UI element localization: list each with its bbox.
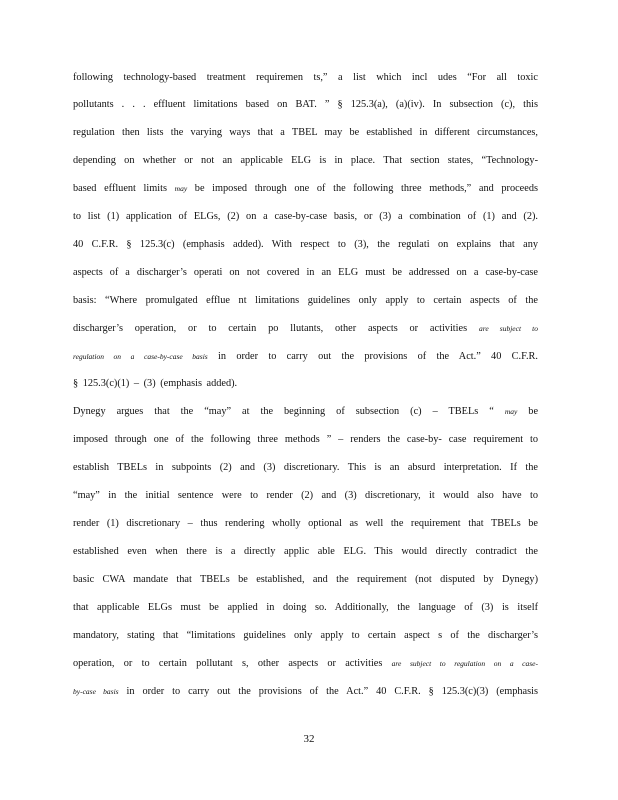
line-2: pollutants . . . effluent limitations based on BAT. ” § 125.3(a), (a)(iv). In subsection (c), this [73, 99, 538, 110]
line-7: 40 C.F.R. § 125.3(c) (emphasis added). With respect to (3), the regulati on explains that any [73, 239, 538, 250]
line-9: basis: “Where promulgated efflue nt limitations guidelines only apply to certain aspects of the [73, 295, 538, 306]
line-16: “may” in the initial sentence were to render (2) and (3) discretionary, it would also have to [73, 490, 538, 501]
line-22: operation, or to certain pollutant s, other aspects or activities are subject to regulation on a case- [73, 658, 538, 669]
line-10: discharger’s operation, or to certain po llutants, other aspects or activities are subject to [73, 323, 538, 334]
line-15: establish TBELs in subpoints (2) and (3) discretionary. This is an absurd interpretation. If the [73, 462, 538, 473]
line-4: depending on whether or not an applicable ELG is in place. That section states, “Technology- [73, 155, 538, 166]
line-18: established even when there is a directly applic able ELG. This would directly contradict the [73, 546, 538, 557]
line-13: Dynegy argues that the “may” at the beginning of subsection (c) – TBELs “ may be [73, 406, 539, 417]
line-8: aspects of a discharger’s operati on not covered in an ELG must be addressed on a case-by-case [73, 267, 538, 278]
line-23: by-case basis in order to carry out the provisions of the Act.” 40 C.F.R. § 125.3(c)(3) (emphasis [73, 686, 539, 697]
line-14: imposed through one of the following three methods ” – renders the case-by- case requirement to [73, 434, 538, 445]
line-1: following technology-based treatment requiremen ts,” a list which incl udes “For all toxic [73, 72, 538, 83]
line-20: that applicable ELGs must be applied in doing so. Additionally, the language of (3) is itself [73, 602, 538, 613]
line-12: § 125.3(c)(1) – (3) (emphasis added). [73, 378, 238, 389]
line-21: mandatory, stating that “limitations guidelines only apply to certain aspect s of the discharger’s [73, 630, 538, 641]
line-19: basic CWA mandate that TBELs be established, and the requirement (not disputed by Dynegy) [73, 574, 538, 585]
line-3: regulation then lists the varying ways that a TBEL may be established in different circumstances, [73, 127, 538, 138]
line-11: regulation on a case-by-case basis in order to carry out the provisions of the Act.” 40 C.F.R. [73, 351, 539, 362]
line-17: render (1) discretionary – thus rendering wholly optional as well the requirement that TBELs be [73, 518, 538, 529]
line-6: to list (1) application of ELGs, (2) on a case-by-case basis, or (3) a combination of (1) and (2). [73, 211, 538, 222]
line-5: based effluent limits may be imposed through one of the following three methods,” and proceeds [73, 183, 538, 194]
page-number: 32 [303, 733, 315, 745]
